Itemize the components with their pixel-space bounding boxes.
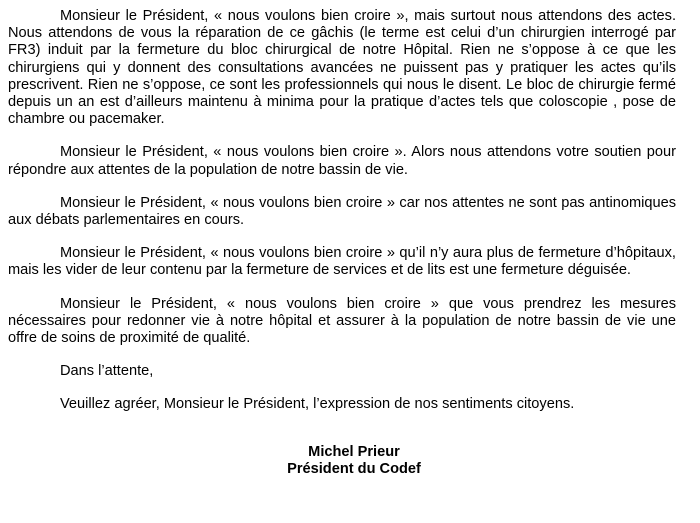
- paragraph-support: Monsieur le Président, « nous voulons bien croire ». Alors nous attendons votre soutien pour répondre aux attentes de la population de notre bassin de vie.: [8, 144, 676, 178]
- paragraph-debates: Monsieur le Président, « nous voulons bien croire » car nos attentes ne sont pas antinomiques aux débats parlementaires en cours.: [8, 194, 676, 229]
- paragraph-measures: Monsieur le Président, « nous voulons bien croire » que vous prendrez les mesures nécessaires pour redonner vie à notre hôpital et assurer à la population de notre bassin de vie une offre de soins de proximité de qualité.: [8, 295, 676, 347]
- letter-body: [8, 8, 676, 478]
- signature-name: Michel Prieur: [308, 443, 400, 460]
- paragraph-demands: Monsieur le Président, « nous voulons bien croire », mais surtout nous attendons des actes. Nous attendons de vous la réparation de ce gâchis (le terme est celui d’un chirurgien interrogé par FR3) induit par la fermeture du bloc chirurgical de notre Hôpital. Rien ne s’oppose à ce que les chirurgiens qui y donnent des consultations avancées ne puissent pas y pratiquer les actes qu’ils prescrivent. Rien ne s’oppose, ce sont les professionnels qui nous le disent. Le bloc de chirurgie fermé depuis un an est d’ailleurs maintenu à minima pour la pratique d’actes tels que coloscopie , pose de chambre ou pacemaker.: [8, 8, 676, 128]
- paragraph-waiting: Dans l’attente,: [60, 363, 154, 380]
- signature-title: Président du Codef: [287, 460, 421, 477]
- signature-block: [32, 444, 676, 478]
- paragraph-closures: Monsieur le Président, « nous voulons bien croire » qu’il n’y aura plus de fermeture d’hôpitaux, mais les vider de leur contenu par la fermeture de services et de lits est une fermeture déguisée.: [8, 245, 676, 279]
- paragraph-closing: Veuillez agréer, Monsieur le Président, l’expression de nos sentiments citoyens.: [60, 396, 575, 413]
